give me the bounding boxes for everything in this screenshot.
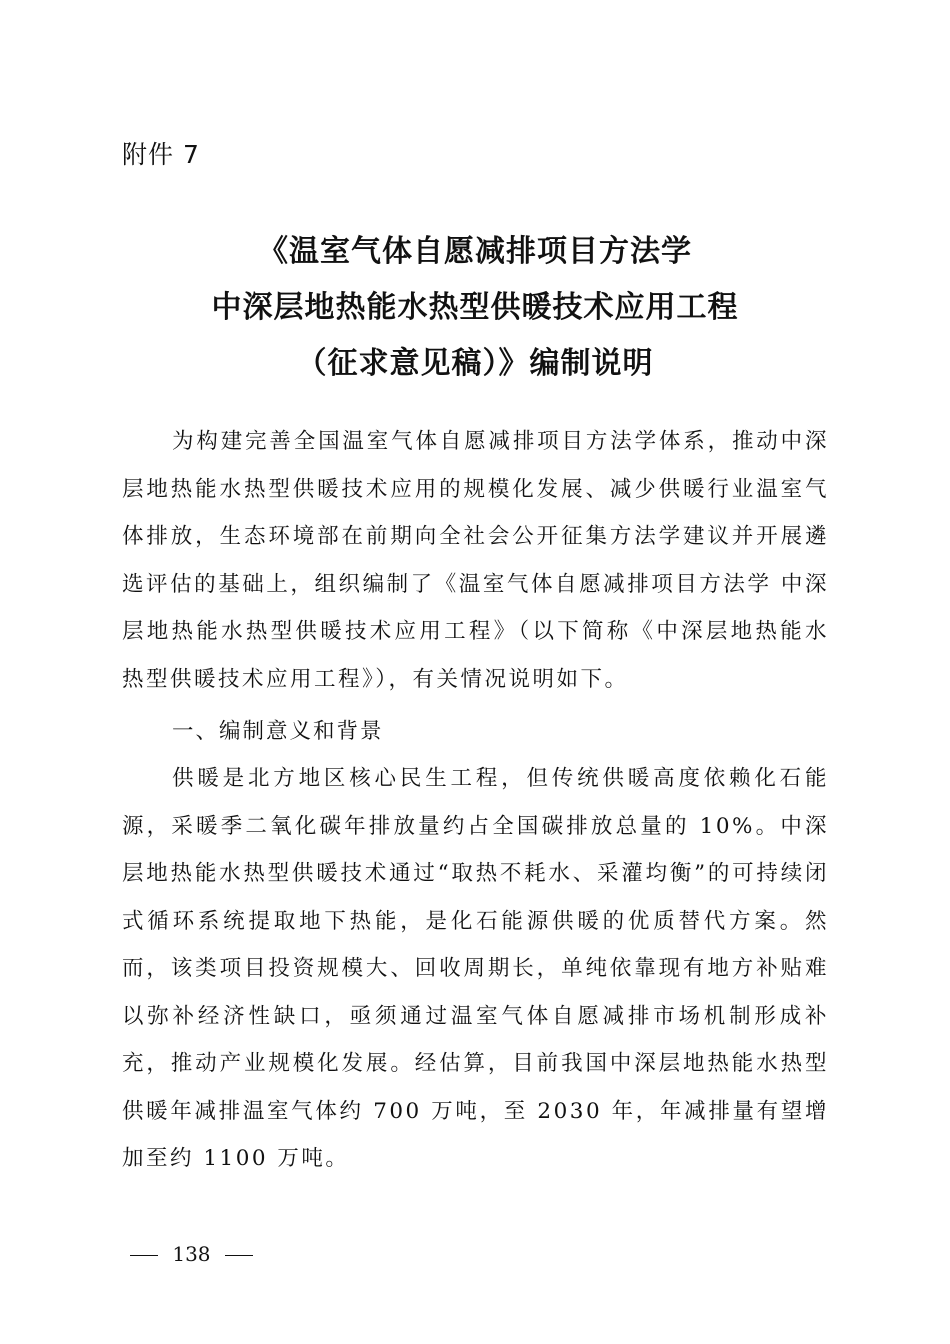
left-dash xyxy=(130,1255,158,1256)
title-line-1: 《温室气体自愿减排项目方法学 xyxy=(258,234,692,269)
right-dash xyxy=(225,1255,253,1256)
document-title xyxy=(0,224,950,392)
title-line-3: （征求意见稿）》编制说明 xyxy=(296,346,654,381)
page-footer xyxy=(122,1240,261,1268)
attachment-label: 附件 7 xyxy=(122,140,200,169)
intro-paragraph: 为构建完善全国温室气体自愿减排项目方法学体系，推动中深层地热能水热型供暖技术应用的规模化发展、减少供暖行业温室气体排放，生态环境部在前期向全社会公开征集方法学建议并开展遴选评估的基础上，组织编制了《温室气体自愿减排项目方法学 中深层地热能水热型供暖技术应用工程》（以下简称《中深层地热能水热型供暖技术应用工程》），有关情况说明如下。 xyxy=(122,429,829,692)
page-number: 138 xyxy=(172,1242,211,1266)
title-line-2: 中深层地热能水热型供暖技术应用工程 xyxy=(211,290,739,325)
background-paragraph: 供暖是北方地区核心民生工程，但传统供暖高度依赖化石能源，采暖季二氧化碳年排放量约占全国碳排放总量的 10%。中深层地热能水热型供暖技术通过“取热不耗水、采灌均衡”的可持续闭式循环系统提取地下热能，是化石能源供暖的优质替代方案。然而，该类项目投资规模大、回收周期长，单纯依靠现有地方补贴难以弥补经济性缺口，亟须通过温室气体自愿减排市场机制形成补充，推动产业规模化发展。经估算，目前我国中深层地热能水热型供暖年减排温室气体约 700 万吨，至 2030 年，年减排量有望增加至约 1100 万吨。 xyxy=(122,766,829,1171)
section-heading: 一、编制意义和背景 xyxy=(172,719,384,744)
